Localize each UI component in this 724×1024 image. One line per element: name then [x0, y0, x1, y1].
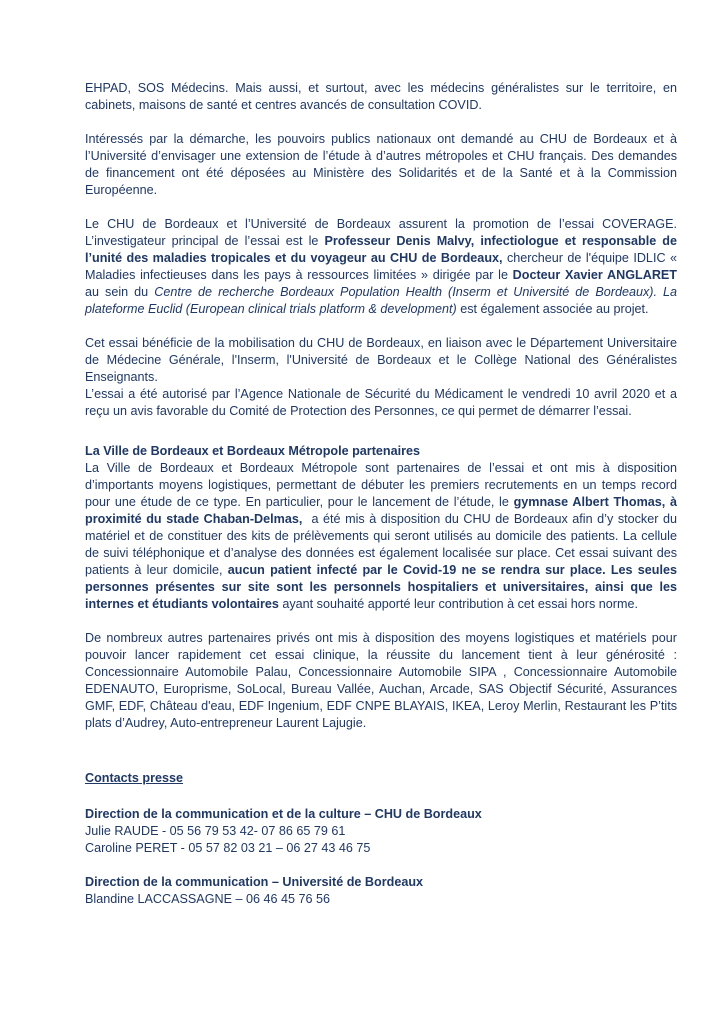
text-run: a été mis à disposition du CHU de Bordeaux afin d’y stocker du matériel et de constituer des kits de prélèvements qui seront utilisés au domicile des patients. La cellule de suivi téléphonique et d’analyse des données est également localisée sur place. Cet essai suivant des patients à leur domicile, [85, 512, 677, 577]
text-run: au sein du [85, 285, 155, 299]
para-mobilisation: Cet essai bénéficie de la mobilisation du CHU de Bordeaux, en liaison avec le Département Universitaire de Médecine Générale, l'Inserm, l'Université de Bordeaux et le Collège National des Généralistes Enseignants. [85, 336, 677, 384]
contact-title: Direction de la communication – Université de Bordeaux [85, 875, 424, 889]
text-run: chercheur de l'équipe IDLIC « Maladies infectieuses dans les pays à ressources limitées » dirigée par le [85, 251, 677, 282]
document-body [85, 80, 677, 925]
contact-block-universite [85, 874, 677, 908]
text-run: ayant souhaité apporté leur contribution à cet essai hors norme. [278, 597, 638, 611]
contacts-presse-heading: Contacts presse [85, 771, 183, 785]
text-run-bold: aucun patient infecté par le Covid-19 ne se rendra sur place. Les seules personnes présentes sur site sont les personnels hospitaliers et universitaires, ainsi que les internes et étudiants volontaires [85, 563, 677, 611]
para-partenaires-prives: De nombreux autres partenaires privés ont mis à disposition des moyens logistiques et matériels pour pouvoir lancer rapidement cet essai clinique, la réussite du lancement tient à leur générosité : Concessionnaire Automobile Palau, Concessionnaire Automobile SIPA , Concessionnaire Automobile EDENAUTO, Europrisme, SoLocal, Bureau Vallée, Auchan, Arcade, SAS Objectif Sécurité, Assurances GMF, EDF, Château d'eau, EDF Ingenium, EDF CNPE BLAYAIS, IKEA, Leroy Merlin, Restaurant les P’tits plats d’Audrey, Auto-entrepreneur Laurent Lajugie. [85, 631, 677, 730]
contact-line: Blandine LACCASSAGNE – 06 46 45 76 56 [85, 892, 331, 906]
text-run: Le CHU de Bordeaux et l’Université de Bordeaux assurent la promotion de l’essai COVERAGE. L’investigateur principal de l’essai est le [85, 217, 677, 248]
contact-title: Direction de la communication et de la culture – CHU de Bordeaux [85, 807, 482, 821]
para-ehpad: EHPAD, SOS Médecins. Mais aussi, et surtout, avec les médecins généralistes sur le territoire, en cabinets, maisons de santé et centres avancés de consultation COVID. [85, 81, 677, 112]
contact-block-chu [85, 806, 677, 857]
contact-line: Caroline PERET - 05 57 82 03 21 – 06 27 43 46 75 [85, 841, 371, 855]
text-run-italic: Centre de recherche Bordeaux Population Health (Inserm et Université de Bordeaux). La plateforme Euclid (European clinical trials platform & development) [85, 285, 677, 316]
text-run-bold: Docteur Xavier ANGLARET [512, 268, 678, 282]
para-autorisation: L’essai a été autorisé par l’Agence Nationale de Sécurité du Médicament le vendredi 10 avril 2020 et a reçu un avis favorable du Comité de Protection des Personnes, ce qui permet de démarrer l’essai. [85, 387, 677, 418]
text-run-bold: gymnase Albert Thomas, à proximité du stade Chaban-Delmas, [85, 495, 677, 526]
text-run-bold: Professeur Denis Malvy, infectiologue et responsable de l’unité des maladies tropicales et du voyageur au CHU de Bordeaux, [85, 234, 677, 265]
para-pouvoirs-publics: Intéressés par la démarche, les pouvoirs publics nationaux ont demandé au CHU de Bordeaux et à l’Université d’envisager une extension de l’étude à d’autres métropoles et CHU français. Des demandes de financement ont été déposées au Ministère des Solidarités et de la Santé et à la Commission Européenne. [85, 132, 677, 197]
para-promotion-essai [85, 216, 677, 318]
para-ville-bordeaux [85, 460, 677, 613]
text-run: La Ville de Bordeaux et Bordeaux Métropole sont partenaires de l’essai et ont mis à disposition d’importants moyens logistiques, permettant de débuter les premiers recrutements en un temps record pour une étude de ce type. En particulier, pour le lancement de l’étude, le [85, 461, 677, 509]
text-run: est également associée au projet. [456, 302, 649, 316]
section-heading-ville-bordeaux: La Ville de Bordeaux et Bordeaux Métropole partenaires [85, 444, 421, 458]
contact-line: Julie RAUDE - 05 56 79 53 42- 07 86 65 79 61 [85, 824, 346, 838]
